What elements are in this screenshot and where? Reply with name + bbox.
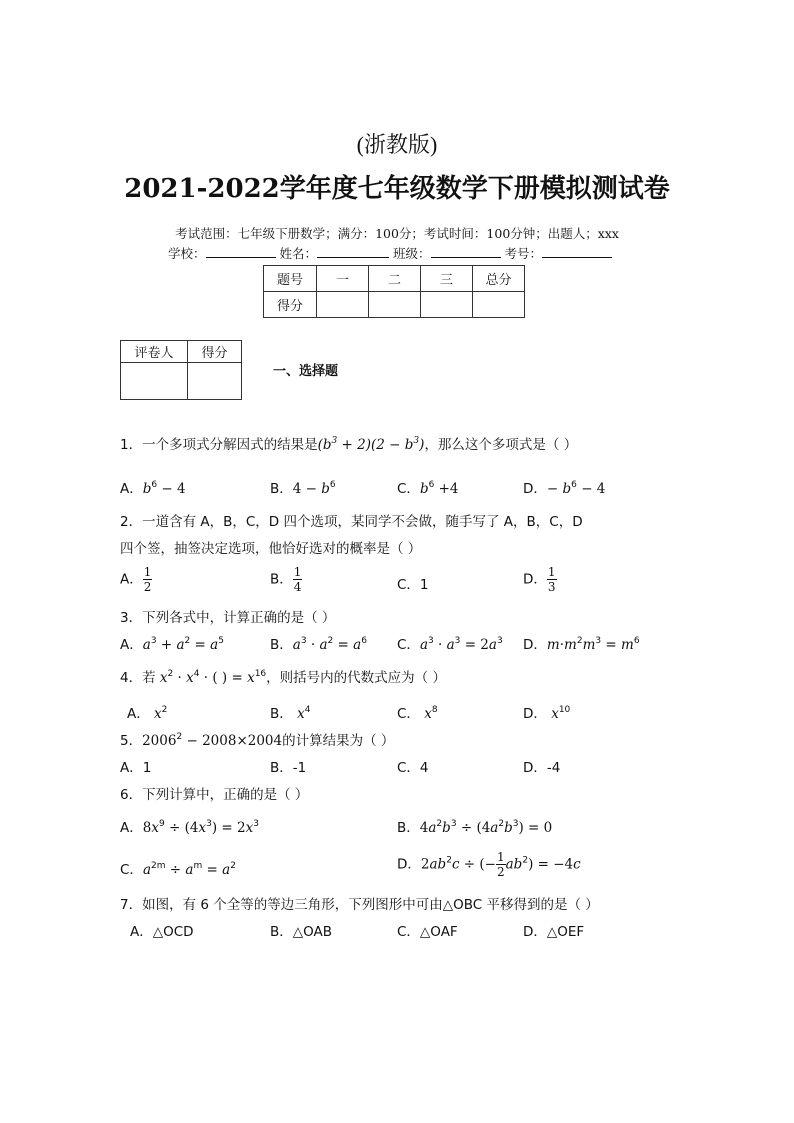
exam-title: 2021-2022学年度七年级数学下册模拟测试卷: [124, 174, 670, 204]
exam-number-label: 考号：: [504, 246, 543, 261]
option-d[interactable]: D．$m\cdot m^2m^3 = m^6$: [523, 636, 640, 653]
score-table-header-row: [264, 266, 525, 292]
option-c[interactable]: C．$a^{2m} \div a^m = a^2$: [120, 861, 236, 878]
question-stem: 4．若: [120, 670, 156, 686]
option-d[interactable]: D．△OEF: [523, 924, 585, 940]
option-d[interactable]: D．− $b^6 - 4$: [523, 480, 606, 497]
class-blank[interactable]: [431, 245, 501, 258]
grader-table-header-row: [121, 341, 242, 363]
school-blank[interactable]: [206, 245, 276, 258]
option-b[interactable]: B．$4 - b^6$: [270, 480, 336, 497]
student-fields: [168, 244, 612, 262]
question-2-line-1: 2．一道含有 A，B，C，D 四个选项，某同学不会做，随手写了 A，B，C，D: [120, 514, 583, 530]
option-a[interactable]: A． $\frac{1}{2}$: [120, 565, 152, 594]
score-table-cell: 题号: [264, 266, 317, 292]
grader-table-entry-row: [121, 363, 242, 400]
option-b[interactable]: B．$a^3 \cdot a^2 = a^6$: [270, 636, 367, 653]
name-blank[interactable]: [317, 245, 389, 258]
score-table-cell: 二: [369, 266, 421, 292]
score-table: [263, 265, 525, 318]
exam-number-blank[interactable]: [542, 245, 612, 258]
option-d[interactable]: D．$2ab^2c$ ÷ (− $\frac{1}{2}$ $ab^2) = -4c$: [397, 850, 581, 879]
score-table-cell: 总分: [473, 266, 525, 292]
question-4: 4．若 $x^2 \cdot x^4$ · ( ) = $x^{16}$，则括号内的代数式应为（ ）: [120, 669, 446, 686]
score-entry-cell[interactable]: [317, 292, 369, 318]
question-3: 3．下列各式中，计算正确的是（ ）: [120, 610, 336, 626]
score-table-cell: 得分: [264, 292, 317, 318]
grader-header-cell: 评卷人: [121, 341, 188, 363]
option-d[interactable]: D． $x^{10}$: [523, 705, 571, 722]
option-b[interactable]: B．$4a^2b^3 \div (4a^2b^3) = 0$: [397, 819, 553, 836]
question-expression: $(b^3 + 2)(2 - b^3)$: [317, 436, 425, 453]
option-a[interactable]: A．$a^3 + a^2 = a^5$: [120, 636, 224, 653]
option-b[interactable]: B．△OAB: [270, 924, 333, 940]
question-6: 6．下列计算中，正确的是（ ）: [120, 787, 309, 803]
score-table-cell: 三: [421, 266, 473, 292]
question-stem: 的计算结果为（ ）: [282, 733, 395, 749]
grader-header-cell: 得分: [188, 341, 242, 363]
school-label: 学校：: [168, 246, 206, 261]
option-d[interactable]: D． $\frac{1}{3}$: [523, 565, 556, 594]
option-a[interactable]: A． $x^2$: [127, 705, 168, 722]
exam-info: 考试范围：七年级下册数学；满分：100分；考试时间：100分钟；出题人；xxx: [175, 226, 619, 241]
option-c[interactable]: C．$a^3 \cdot a^3 = 2a^3$: [397, 636, 503, 653]
option-a[interactable]: A．$b^6 - 4$: [120, 480, 186, 497]
question-1: [120, 433, 577, 453]
question-7: 7．如图，有 6 个全等的等边三角形，下列图形中可由△OBC 平移得到的是（ ）: [120, 897, 599, 913]
score-entry-cell[interactable]: [369, 292, 421, 318]
score-table-cell: 一: [317, 266, 369, 292]
question-2-line-2: 四个签，抽签决定选项，他恰好选对的概率是（ ）: [120, 541, 422, 557]
question-5: 5．$2006^2 - 2008\times 2004$的计算结果为（ ）: [120, 732, 395, 749]
option-b[interactable]: B． $x^4$: [270, 705, 311, 722]
option-d[interactable]: D．-4: [523, 760, 561, 776]
option-c[interactable]: C．△OAF: [397, 924, 458, 940]
edition-label: (浙教版): [356, 132, 438, 157]
option-c[interactable]: C．4: [397, 760, 429, 776]
grader-entry-cell[interactable]: [188, 363, 242, 400]
question-stem: ，则括号内的代数式应为（ ）: [266, 670, 446, 686]
name-label: 姓名：: [279, 246, 318, 261]
option-b[interactable]: B． $\frac{1}{4}$: [270, 565, 302, 594]
section-title: 一、选择题: [273, 364, 339, 379]
score-table-score-row: [264, 292, 525, 318]
score-entry-cell[interactable]: [421, 292, 473, 318]
question-stem: 5．: [120, 733, 143, 749]
option-c[interactable]: C． $x^8$: [397, 705, 438, 722]
class-label: 班级：: [393, 246, 431, 261]
score-entry-cell[interactable]: [473, 292, 525, 318]
option-a[interactable]: A．$8x^9 \div (4x^3) = 2x^3$: [120, 819, 259, 836]
grader-entry-cell[interactable]: [121, 363, 188, 400]
question-stem: 1．一个多项式分解因式的结果是: [120, 437, 318, 453]
question-stem: ，那么这个多项式是（ ）: [424, 437, 578, 453]
option-a[interactable]: A．△OCD: [130, 924, 194, 940]
option-c[interactable]: C．1: [397, 577, 429, 593]
option-a[interactable]: A．1: [120, 760, 152, 776]
option-b[interactable]: B．-1: [270, 760, 307, 776]
grader-table: [120, 340, 242, 400]
option-c[interactable]: C．$b^6 +4$: [397, 480, 459, 497]
